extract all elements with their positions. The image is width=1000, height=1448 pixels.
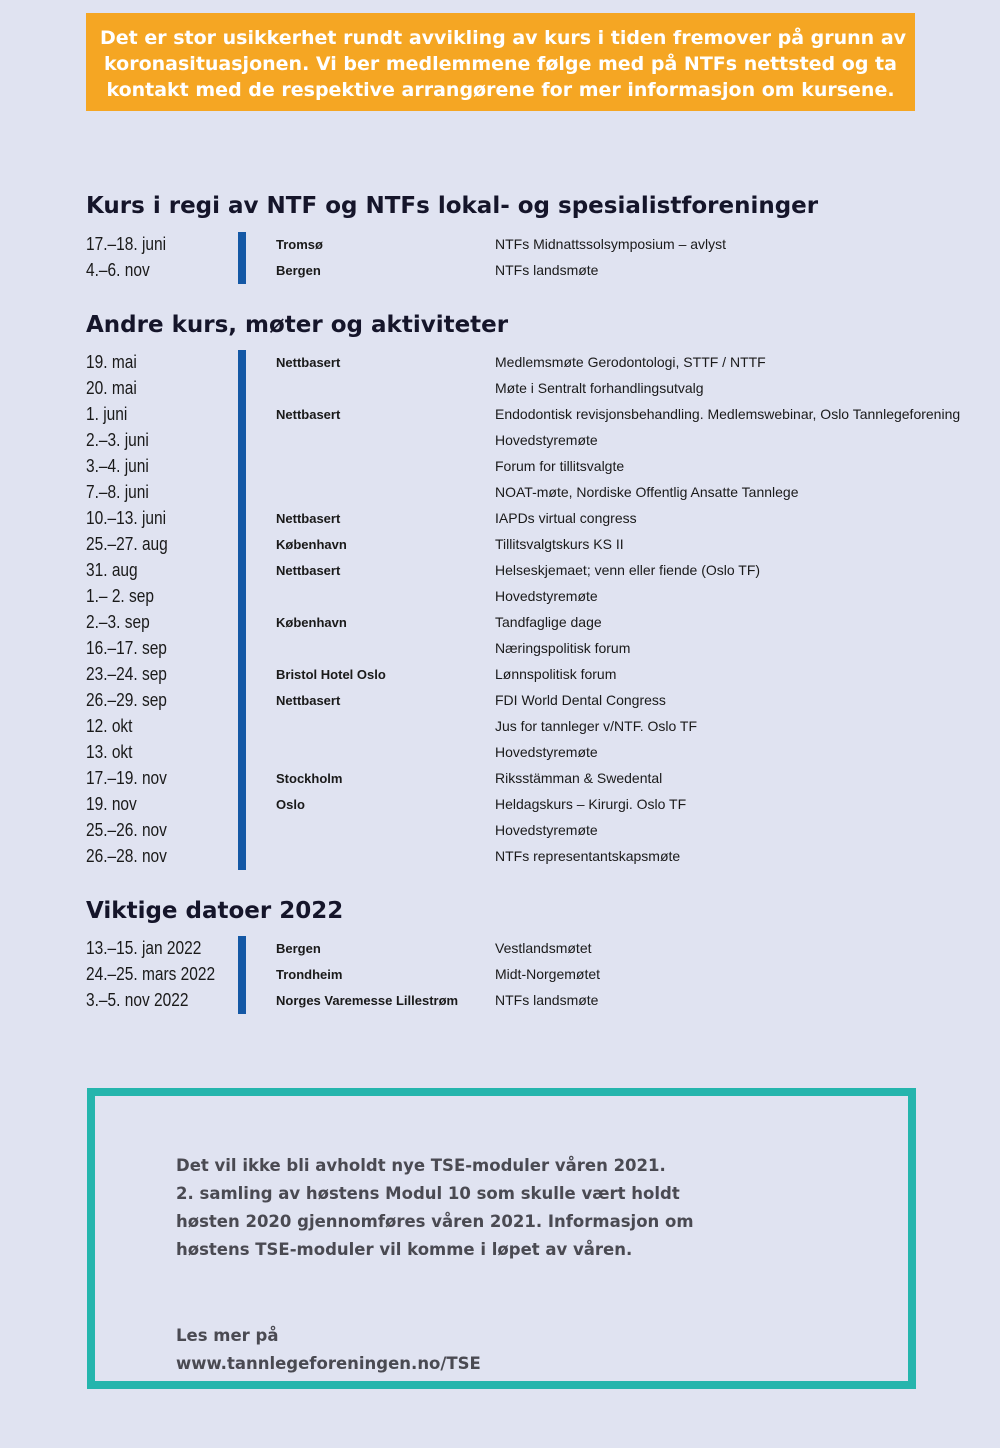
section-ntf-courses [86, 232, 986, 284]
event-row [86, 584, 986, 610]
event-date: 7.–8. juni [86, 482, 149, 502]
event-title: NTFs landsmøte [495, 262, 599, 278]
event-place: København [276, 537, 347, 552]
section-title-important-dates-2022: Viktige datoer 2022 [86, 898, 344, 924]
event-place: Nettbasert [276, 407, 341, 422]
event-row [86, 766, 986, 792]
event-title: Hovedstyremøte [495, 744, 598, 760]
event-date: 25.–26. nov [86, 820, 167, 840]
event-place: Nettbasert [276, 355, 341, 370]
event-place: Oslo [276, 797, 305, 812]
event-place: Bristol Hotel Oslo [276, 667, 386, 682]
event-row [86, 662, 986, 688]
event-date: 4.–6. nov [86, 260, 150, 280]
event-date: 3.–5. nov 2022 [86, 990, 189, 1010]
event-date: 19. mai [86, 352, 137, 372]
event-row [86, 428, 986, 454]
tse-read-more [176, 1322, 481, 1378]
event-title: Forum for tillitsvalgte [495, 458, 625, 474]
event-row [86, 506, 986, 532]
event-date: 23.–24. sep [86, 664, 167, 684]
event-title: Midt-Norgemøtet [495, 966, 601, 982]
event-title: Hovedstyremøte [495, 432, 598, 448]
event-title: Hovedstyremøte [495, 822, 598, 838]
event-row [86, 532, 986, 558]
event-title: Tillitsvalgtskurs KS II [495, 536, 624, 552]
event-title: Møte i Sentralt forhandlingsutvalg [495, 380, 704, 396]
tse-line: 2. samling av høstens Modul 10 som skulle vært holdt [176, 1184, 680, 1203]
event-title: FDI World Dental Congress [495, 692, 666, 708]
event-date: 1. juni [86, 404, 128, 424]
event-title: Helseskjemaet; venn eller fiende (Oslo TF) [495, 562, 761, 578]
event-row [86, 962, 986, 988]
event-date: 13.–15. jan 2022 [86, 938, 202, 958]
event-title: Tandfaglige dage [495, 614, 602, 630]
event-title: Medlemsmøte Gerodontologi, STTF / NTTF [495, 354, 766, 370]
event-date: 20. mai [86, 378, 137, 398]
event-title: NTFs landsmøte [495, 992, 599, 1008]
event-date: 17.–19. nov [86, 768, 167, 788]
event-row [86, 610, 986, 636]
event-title: Jus for tannleger v/NTF. Oslo TF [495, 718, 698, 734]
event-title: NTFs Midnattssolsymposium – avlyst [495, 236, 727, 252]
event-title: Næringspolitisk forum [495, 640, 631, 656]
event-date: 17.–18. juni [86, 234, 167, 254]
event-date: 13. okt [86, 742, 133, 762]
event-row [86, 936, 986, 962]
event-title: Riksstämman & Swedental [495, 770, 663, 786]
event-date: 25.–27. aug [86, 534, 168, 554]
event-date: 31. aug [86, 560, 138, 580]
read-more-label: Les mer på [176, 1326, 279, 1345]
event-date: 26.–28. nov [86, 846, 167, 866]
event-date: 24.–25. mars 2022 [86, 964, 216, 984]
event-title: Hovedstyremøte [495, 588, 598, 604]
tse-info-box [87, 1088, 916, 1389]
event-title: IAPDs virtual congress [495, 510, 637, 526]
event-row [86, 454, 986, 480]
event-title: Endodontisk revisjonsbehandling. Medlemswebinar, Oslo Tannlegeforening [495, 406, 961, 422]
event-row [86, 402, 986, 428]
event-date: 26.–29. sep [86, 690, 167, 710]
event-place: Nettbasert [276, 693, 341, 708]
event-date: 1.– 2. sep [86, 586, 154, 606]
event-row [86, 480, 986, 506]
event-row [86, 818, 986, 844]
event-row [86, 714, 986, 740]
event-place: Norges Varemesse Lillestrøm [276, 993, 459, 1008]
section-important-dates-2022 [86, 936, 986, 1014]
event-place: Bergen [276, 263, 321, 278]
tse-line: Det vil ikke bli avholdt nye TSE-moduler våren 2021. [176, 1156, 666, 1175]
event-row [86, 232, 986, 258]
event-place: Tromsø [276, 237, 323, 252]
tse-paragraph [176, 1152, 694, 1264]
event-title: Lønnspolitisk forum [495, 666, 617, 682]
event-date: 16.–17. sep [86, 638, 167, 658]
notice-line: Det er stor usikkerhet rundt avvikling av kurs i tiden fremover på grunn av [100, 27, 907, 49]
event-row [86, 688, 986, 714]
event-place: Trondheim [276, 967, 343, 982]
event-title: NOAT-møte, Nordiske Offentlig Ansatte Tannlege [495, 484, 799, 500]
notice-line: koronasituasjonen. Vi ber medlemmene følge med på NTFs nettsted og ta [104, 53, 897, 75]
event-row [86, 350, 986, 376]
event-date: 3.–4. juni [86, 456, 149, 476]
event-title: Heldagskurs – Kirurgi. Oslo TF [495, 796, 687, 812]
event-row [86, 792, 986, 818]
tse-link[interactable]: www.tannlegeforeningen.no/TSE [176, 1354, 481, 1373]
event-row [86, 844, 986, 870]
event-date: 2.–3. sep [86, 612, 150, 632]
section-other-courses [86, 350, 986, 870]
section-title-ntf-courses: Kurs i regi av NTF og NTFs lokal- og spesialistforeninger [86, 193, 819, 219]
event-row [86, 558, 986, 584]
event-place: Nettbasert [276, 563, 341, 578]
event-row [86, 988, 986, 1014]
event-place: Stockholm [276, 771, 343, 786]
event-date: 19. nov [86, 794, 137, 814]
event-row [86, 258, 986, 284]
event-place: Nettbasert [276, 511, 341, 526]
event-date: 12. okt [86, 716, 133, 736]
section-title-other-courses: Andre kurs, møter og aktiviteter [86, 312, 509, 338]
event-date: 2.–3. juni [86, 430, 149, 450]
notice-line: kontakt med de respektive arrangørene for mer informasjon om kursene. [106, 79, 895, 101]
event-row [86, 740, 986, 766]
event-row [86, 636, 986, 662]
event-place: Bergen [276, 941, 321, 956]
event-place: København [276, 615, 347, 630]
event-title: Vestlandsmøtet [495, 940, 592, 956]
corona-notice-banner [86, 13, 915, 111]
tse-line: høstens TSE-moduler vil komme i løpet av våren. [176, 1240, 633, 1259]
event-date: 10.–13. juni [86, 508, 167, 528]
event-row [86, 376, 986, 402]
tse-line: høsten 2020 gjennomføres våren 2021. Informasjon om [176, 1212, 694, 1231]
event-title: NTFs representantskapsmøte [495, 848, 681, 864]
